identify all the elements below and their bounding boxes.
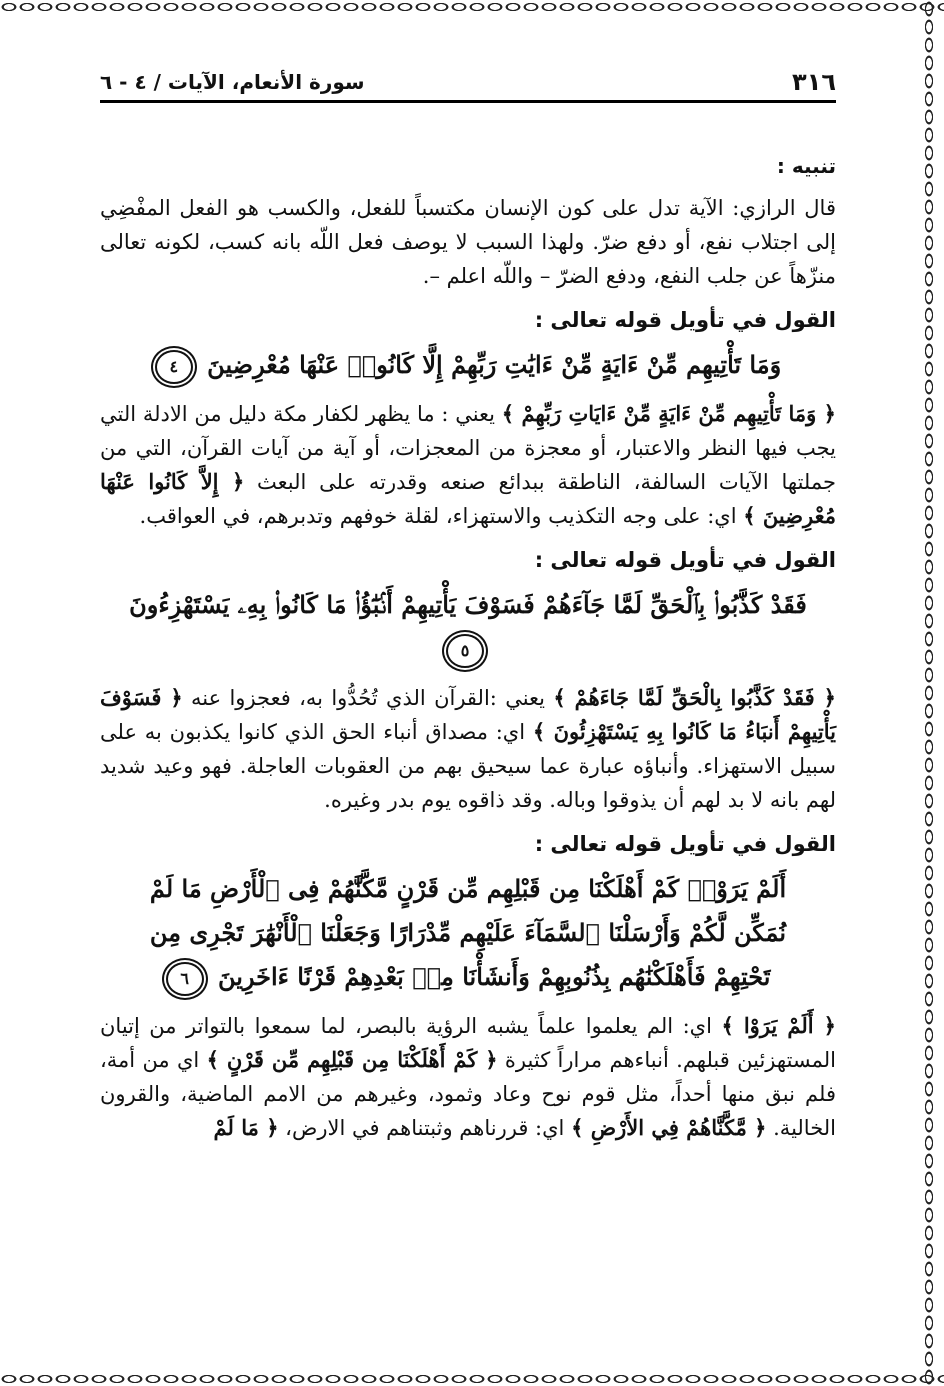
quoted-verse: ﴿ كَمْ أَهْلَكْنَا مِن قَبْلِهِم مِّن قَرْنٍ ﴾: [206, 1047, 498, 1072]
commentary-text: اي من أمة، فلم نبق منها أحداً، مثل قوم نوح وعاد وثمود، وغيرهم من الامم الماضية، والقرون الخالية.: [100, 1048, 836, 1140]
commentary-text: اي: على وجه التكذيب والاستهزاء، لقلة خوفهم وتدبرهم، في العواقب.: [139, 504, 744, 528]
commentary-text: اي: مصداق أنباء الحق الذي كانوا يكذبون به على سبيل الاستهزاء. وأنباؤه عبارة عما سيحيق بهم من العقوبات العاجلة. فهو وعيد شديد لهم بانه لا بد لهم أن يذوقوا وباله. وقد ذاقوه يوم بدر وغيره.: [100, 720, 836, 812]
section-heading: القول في تأويل قوله تعالى :: [534, 832, 836, 856]
commentary-paragraph: [100, 397, 836, 533]
commentary-text: اي: الم يعلموا علماً يشبه الرؤية بالبصر، لما سمعوا بالتواتر من إتيان المستهزئين قبلهم. أنباءهم مراراً كثيرة: [100, 1014, 837, 1072]
quoted-verse: ﴿ وَمَا تَأْتِيهِم مِّنْ ءَايَةٍ مِّنْ ءَايَاتِ رَبِّهِمْ ﴾: [501, 401, 836, 426]
verse-text: فَقَدْ كَذَّبُوا۟ بِٱلْحَقِّ لَمَّا جَآءَهُمْ فَسَوْفَ يَأْتِيهِمْ أَنۢبَٰٓؤُا۟ مَا كَانُوا۟ بِهِۦ يَسْتَهْزِءُونَ: [129, 590, 807, 619]
quran-verse: [120, 343, 816, 387]
commentary-text: اي: قررناهم وثبتناهم في الارض،: [278, 1116, 572, 1140]
decorative-border-right: [922, 0, 936, 1386]
commentary-paragraph: [100, 681, 836, 817]
quoted-verse: ﴿ فَسَوْفَ يَأْتِيهِمْ أَنبَاءُ مَا كَانُوا بِهِ يَسْتَهْزِئُونَ ﴾: [100, 685, 836, 744]
page-number: ٣١٦: [792, 68, 836, 96]
page-content: [100, 103, 836, 1145]
quoted-verse: ﴿ مَّكَّنَّاهُمْ فِي الأَرْضِ ﴾: [571, 1115, 767, 1140]
ayah-number-medallion: ٤: [155, 350, 193, 384]
surah-title: سورة الأنعام، الآيات / ٤ - ٦: [100, 70, 365, 94]
note-title: تنبيه :: [776, 154, 836, 178]
section-heading: القول في تأويل قوله تعالى :: [534, 548, 836, 572]
verse-text: وَمَا تَأْتِيهِم مِّنْ ءَايَةٍ مِّنْ ءَايَٰتِ رَبِّهِمْ إِلَّا كَانُوا۟ عَنْهَا مُعْرِضِينَ: [207, 350, 782, 379]
decorative-border-top: [0, 0, 944, 14]
quoted-verse: ﴿ إِلاَّ كَانُوا عَنْهَا مُعْرِضِينَ ﴾: [100, 469, 836, 528]
decorative-border-bottom: [0, 1372, 944, 1386]
quoted-verse: ﴿ أَلَمْ يَرَوْا ﴾: [721, 1013, 836, 1038]
quran-verse: [120, 583, 816, 671]
commentary-text: يعني : ما يظهر لكفار مكة دليل من الادلة التي يجب فيها النظر والاعتبار، أو معجزة من المعجزات، أو آية من آيات القرآن، التي من جملتها الآيات السالفة، الناطقة ببدائع صنعه وقدرته على البعث: [100, 402, 836, 494]
section-heading: القول في تأويل قوله تعالى :: [534, 308, 836, 332]
quoted-verse: ﴿ مَا لَمْ: [213, 1115, 279, 1140]
ayah-number-medallion: ٥: [446, 634, 484, 668]
ayah-number-medallion: ٦: [166, 962, 204, 996]
book-page: [100, 60, 836, 1356]
commentary-text: يعني :القرآن الذي تُحُدُّوا به، فعجزوا عنه: [182, 686, 554, 710]
quoted-verse: ﴿ فَقَدْ كَذَّبُوا بِالْحَقِّ لَمَّا جَاءَهُمْ ﴾: [553, 685, 836, 710]
page-header: [100, 60, 836, 103]
quran-verse: [120, 867, 816, 999]
note-text: قال الرازي: الآية تدل على كون الإنسان مكتسباً للفعل، والكسب هو الفعل المفْضِي إلى اجتلاب نفع، أو دفع ضرّ. ولهذا السبب لا يوصف فعل اللّه بانه كسب، لكونه تعالى منزّهاً عن جلب النفع، ودفع الضرّ – واللّه اعلم –.: [100, 196, 836, 288]
verse-text: أَلَمْ يَرَوْا۟ كَمْ أَهْلَكْنَا مِن قَبْلِهِم مِّن قَرْنٍ مَّكَّنَّٰهُمْ فِى ٱلْأَرْضِ مَا لَمْ نُمَكِّن لَّكُمْ وَأَرْسَلْنَا ٱلسَّمَآءَ عَلَيْهِم مِّدْرَارًا وَجَعَلْنَا ٱلْأَنْهَٰرَ تَجْرِى مِن تَحْتِهِمْ فَأَهْلَكْنَٰهُم بِذُنُوبِهِمْ وَأَنشَأْنَا مِنۢ بَعْدِهِمْ قَرْنًا ءَاخَرِينَ: [149, 874, 787, 991]
commentary-paragraph: [100, 1009, 836, 1145]
